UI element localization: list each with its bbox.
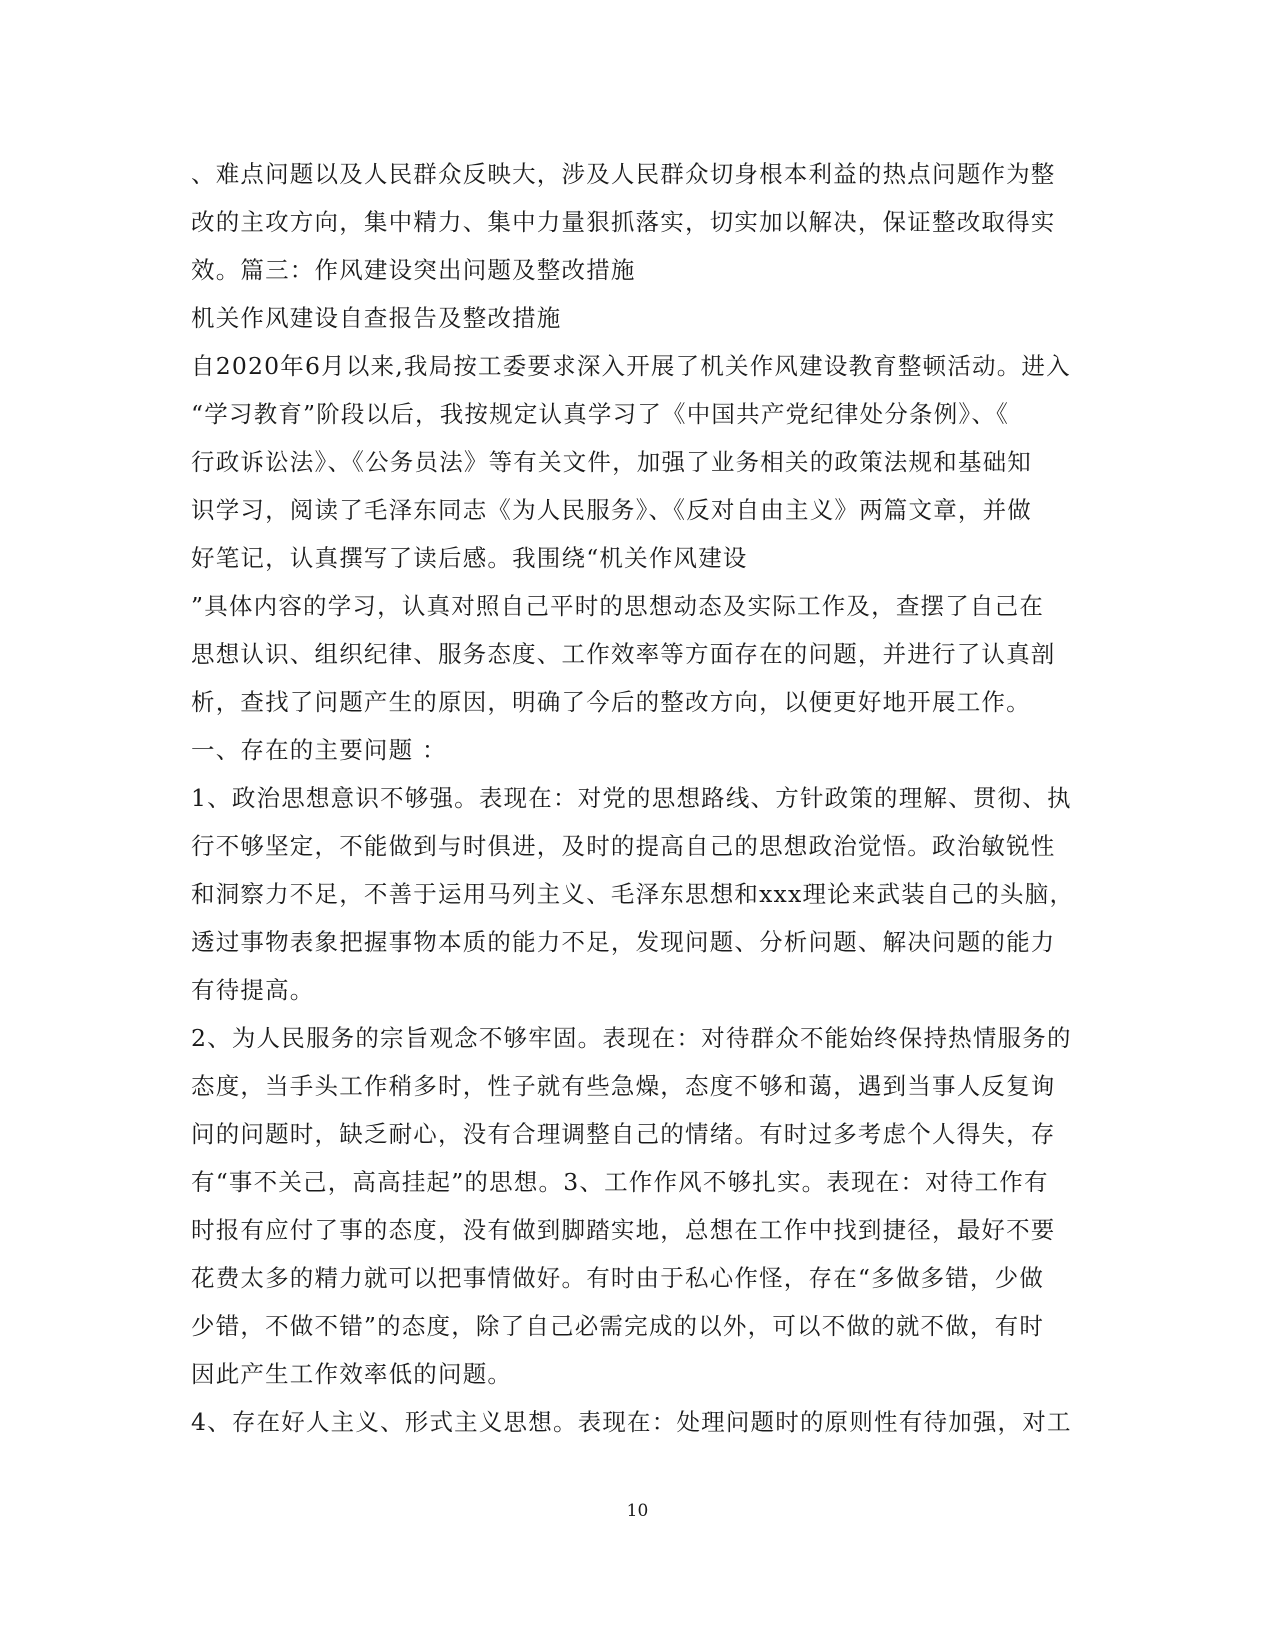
text-line: 因此产生工作效率低的问题。: [191, 1360, 513, 1388]
text-line: 4、存在好人主义、形式主义思想。表现在：处理问题时的原则性有待加强，对工: [191, 1408, 1072, 1436]
text-line: 行不够坚定，不能做到与时俱进，及时的提高自己的思想政治觉悟。政治敏锐性: [191, 832, 1056, 860]
text-line: 少错，不做不错”的态度，除了自己必需完成的以外，可以不做的就不做，有时: [191, 1312, 1045, 1340]
text-line: ”具体内容的学习，认真对照自己平时的思想动态及实际工作及，查摆了自己在: [191, 592, 1045, 620]
section-title: 机关作风建设自查报告及整改措施: [191, 304, 562, 332]
text-line: 析，查找了问题产生的原因，明确了今后的整改方向，以便更好地开展工作。: [191, 688, 1031, 716]
section-heading: 一、存在的主要问题 ：: [191, 736, 447, 764]
text-line: 好笔记，认真撰写了读后感。我围绕“机关作风建设: [191, 544, 748, 572]
text-line: 效。篇三：作风建设突出问题及整改措施: [191, 256, 636, 284]
text-line: 和洞察力不足，不善于运用马列主义、毛泽东思想和xxx理论来武装自己的头脑，: [191, 880, 1075, 908]
text-line: “学习教育”阶段以后，我按规定认真学习了《中国共产党纪律处分条例》、《: [191, 400, 1010, 428]
text-line: 透过事物表象把握事物本质的能力不足，发现问题、分析问题、解决问题的能力: [191, 928, 1056, 956]
text-line: 花费太多的精力就可以把事情做好。有时由于私心作怪，存在“多做多错，少做: [191, 1264, 1045, 1292]
text-line: 1、政治思想意识不够强。表现在：对党的思想路线、方针政策的理解、贯彻、执: [191, 784, 1072, 812]
body-text: [191, 150, 1086, 1446]
text-line: 时报有应付了事的态度，没有做到脚踏实地，总想在工作中找到捷径，最好不要: [191, 1216, 1056, 1244]
text-line: 行政诉讼法》、《公务员法》等有关文件，加强了业务相关的政策法规和基础知: [191, 448, 1032, 476]
page-number: 10: [626, 1501, 649, 1521]
text-line: 、难点问题以及人民群众反映大，涉及人民群众切身根本利益的热点问题作为整: [191, 160, 1056, 188]
text-line: 态度，当手头工作稍多时，性子就有些急燥，态度不够和蔼，遇到当事人反复询: [191, 1072, 1056, 1100]
text-line: 2、为人民服务的宗旨观念不够牢固。表现在：对待群众不能始终保持热情服务的: [191, 1024, 1072, 1052]
text-line: 有“事不关己，高高挂起”的思想。3、工作作风不够扎实。表现在：对待工作有: [191, 1168, 1049, 1196]
text-line: 自2020年6月以来,我局按工委要求深入开展了机关作风建设教育整顿活动。进入: [191, 352, 1071, 380]
text-line: 识学习，阅读了毛泽东同志《为人民服务》、《反对自由主义》两篇文章，并做: [191, 496, 1032, 524]
text-line: 改的主攻方向，集中精力、集中力量狠抓落实，切实加以解决，保证整改取得实: [191, 208, 1056, 236]
text-line: 有待提高。: [191, 976, 315, 1004]
text-line: 思想认识、组织纪律、服务态度、工作效率等方面存在的问题，并进行了认真剖: [191, 640, 1056, 668]
text-line: 问的问题时，缺乏耐心，没有合理调整自己的情绪。有时过多考虑个人得失，存: [191, 1120, 1056, 1148]
